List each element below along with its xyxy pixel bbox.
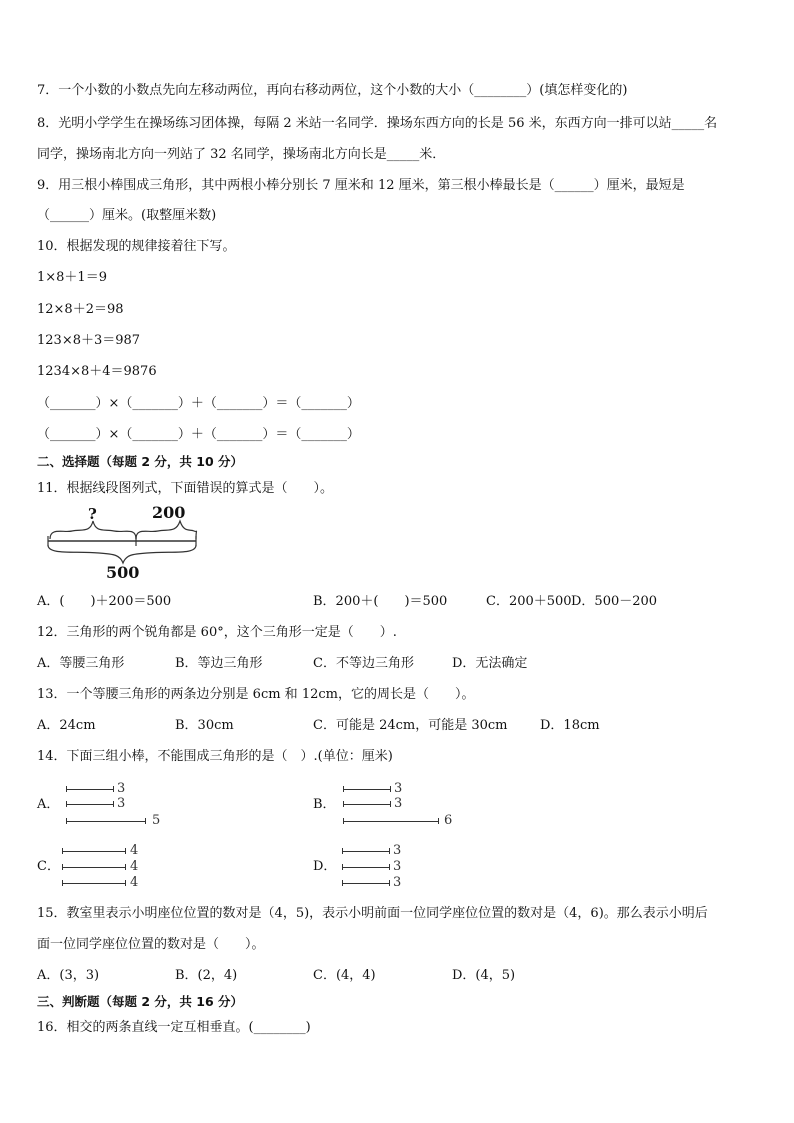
q12-option-a[interactable]: A．等腰三角形 bbox=[37, 656, 125, 671]
stick bbox=[66, 821, 146, 822]
question-14: 14．下面三组小棒，不能围成三角形的是（ ）.(单位：厘米) bbox=[37, 749, 393, 764]
stick-length: 3 bbox=[393, 843, 402, 858]
q15-option-c[interactable]: C．(4，4) bbox=[313, 968, 376, 983]
q12-option-d[interactable]: D．无法确定 bbox=[452, 656, 528, 671]
question-16: 16．相交的两条直线一定互相垂直。(________) bbox=[37, 1020, 311, 1035]
q11-option-d[interactable]: D．500－200 bbox=[571, 594, 658, 609]
q15-option-d[interactable]: D．(4，5) bbox=[452, 968, 516, 983]
segment-diagram bbox=[44, 503, 204, 583]
q13-option-c[interactable]: C．可能是 24cm，可能是 30cm bbox=[313, 718, 508, 733]
q14-option-b[interactable]: B． bbox=[313, 797, 336, 812]
stick-length: 3 bbox=[117, 796, 126, 811]
q15-option-b[interactable]: B．(2，4) bbox=[175, 968, 238, 983]
q11-option-a[interactable]: A．( )＋200＝500 bbox=[37, 594, 172, 609]
question-8-line1: 8．光明小学学生在操场练习团体操，每隔 2 米站一名同学．操场东西方向的长是 56 米，东西方向一排可以站_____名 bbox=[37, 116, 718, 131]
q13-option-d[interactable]: D．18cm bbox=[540, 718, 600, 733]
q13-option-b[interactable]: B．30cm bbox=[175, 718, 234, 733]
question-9-line1: 9．用三根小棒围成三角形，其中两根小棒分别长 7 厘米和 12 厘米，第三根小棒最长是（______）厘米，最短是 bbox=[37, 178, 685, 193]
q11-option-b[interactable]: B．200＋( )＝500 bbox=[313, 594, 448, 609]
stick bbox=[343, 789, 391, 790]
section-3-heading: 三、判断题（每题 2 分，共 16 分） bbox=[37, 994, 244, 1009]
segment-label-500: 500 bbox=[106, 563, 140, 582]
q12-option-c[interactable]: C．不等边三角形 bbox=[313, 656, 414, 671]
stick-length: 3 bbox=[394, 796, 403, 811]
segment-label-unknown: ? bbox=[88, 505, 97, 523]
q10-blank-row-2: （_______）×（_______）＋（_______）＝（_______） bbox=[37, 427, 360, 442]
q15-option-a[interactable]: A．(3，3) bbox=[37, 968, 100, 983]
question-13: 13．一个等腰三角形的两条边分别是 6cm 和 12cm，它的周长是（ ）。 bbox=[37, 687, 475, 702]
q10-equation-1: 1×8＋1＝9 bbox=[37, 270, 107, 285]
segment-label-200: 200 bbox=[152, 503, 186, 522]
question-7: 7．一个小数的小数点先向左移动两位，再向右移动两位，这个小数的大小（________）(填怎样变化的) bbox=[37, 83, 628, 98]
stick-length: 3 bbox=[393, 875, 402, 890]
stick bbox=[343, 804, 391, 805]
stick bbox=[342, 883, 390, 884]
q14-option-a[interactable]: A． bbox=[37, 797, 60, 812]
question-8-line2: 同学，操场南北方向一列站了 32 名同学，操场南北方向长是_____米． bbox=[37, 147, 446, 162]
stick-length: 4 bbox=[130, 859, 139, 874]
question-15-line1: 15．教室里表示小明座位位置的数对是（4，5)，表示小明前面一位同学座位位置的数对是（4，6)。那么表示小明后 bbox=[37, 906, 708, 921]
stick bbox=[62, 883, 126, 884]
stick-length: 6 bbox=[444, 813, 453, 828]
stick bbox=[66, 804, 114, 805]
top-right-brace bbox=[136, 521, 197, 539]
stick bbox=[66, 789, 114, 790]
q10-equation-4: 1234×8＋4＝9876 bbox=[37, 364, 157, 379]
question-15-line2: 面一位同学座位位置的数对是（ ）。 bbox=[37, 937, 265, 952]
q13-option-a[interactable]: A．24cm bbox=[37, 718, 96, 733]
q11-option-c[interactable]: C．200＋500 bbox=[486, 594, 572, 609]
q10-blank-row-1: （_______）×（_______）＋（_______）＝（_______） bbox=[37, 396, 360, 411]
stick bbox=[343, 821, 439, 822]
question-10: 10．根据发现的规律接着往下写。 bbox=[37, 239, 236, 254]
question-12: 12．三角形的两个锐角都是 60°，这个三角形一定是（ ）. bbox=[37, 625, 397, 640]
top-left-brace bbox=[50, 521, 136, 539]
q14-option-c[interactable]: C． bbox=[37, 859, 60, 874]
stick bbox=[62, 867, 126, 868]
q10-equation-2: 12×8＋2＝98 bbox=[37, 302, 124, 317]
q10-equation-3: 123×8＋3＝987 bbox=[37, 333, 141, 348]
stick-length: 4 bbox=[130, 875, 139, 890]
question-11: 11．根据线段图列式，下面错误的算式是（ ）。 bbox=[37, 481, 334, 496]
stick-length: 3 bbox=[117, 781, 126, 796]
stick-length: 3 bbox=[393, 859, 402, 874]
stick-length: 5 bbox=[152, 813, 161, 828]
stick bbox=[62, 851, 126, 852]
bottom-brace bbox=[48, 545, 196, 563]
question-9-line2: （______）厘米。(取整厘米数) bbox=[37, 208, 217, 223]
stick bbox=[342, 851, 390, 852]
q14-option-d[interactable]: D． bbox=[313, 859, 337, 874]
stick-length: 4 bbox=[130, 843, 139, 858]
section-2-heading: 二、选择题（每题 2 分，共 10 分） bbox=[37, 454, 244, 469]
q12-option-b[interactable]: B．等边三角形 bbox=[175, 656, 263, 671]
stick-length: 3 bbox=[394, 781, 403, 796]
stick bbox=[342, 867, 390, 868]
